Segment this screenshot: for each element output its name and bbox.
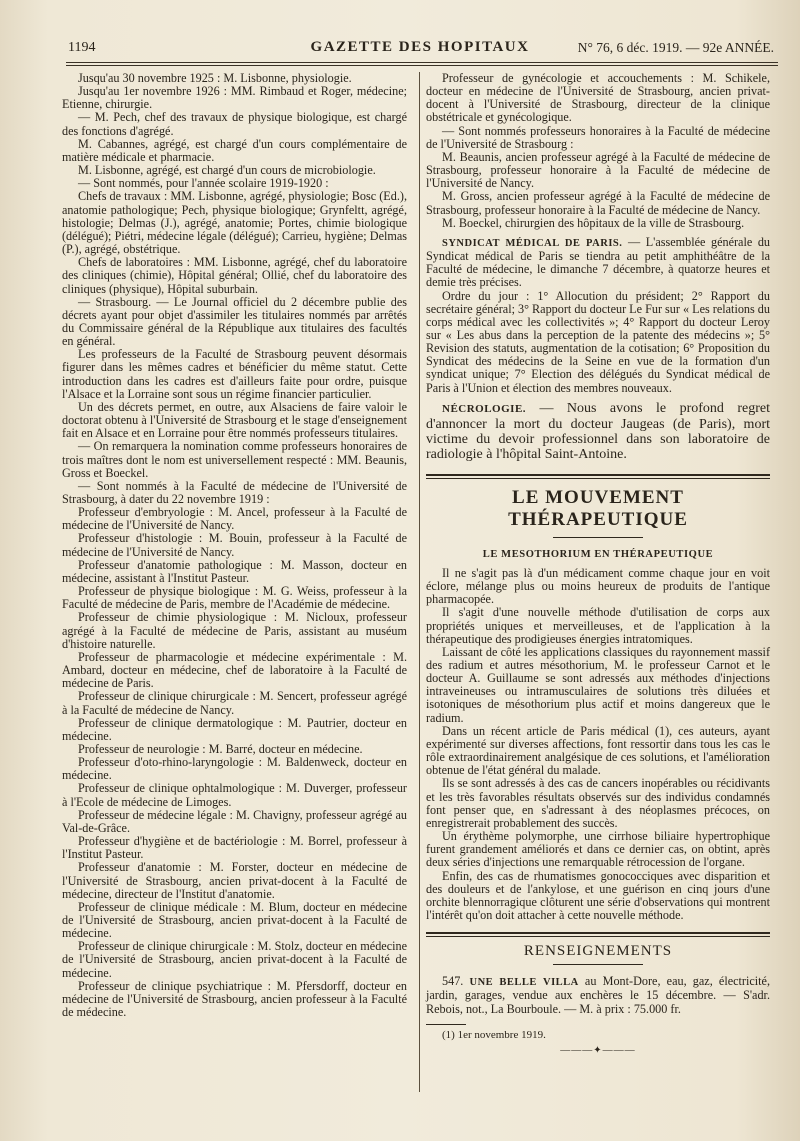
section-rule-top-thin [426, 478, 770, 479]
paragraph: — Sont nommés professeurs honoraires à la Faculté de médecine de l'Université de Strasbourg : [426, 123, 770, 151]
paragraph: Professeur de clinique ophtalmologique : M. Duverger, professeur à l'Ecole de médecine de Limoges. [62, 781, 407, 809]
paragraph: Un des décrets permet, en outre, aux Alsaciens de faire valoir le doctorat obtenu à l'Université de Strasbourg et le stage d'enseignement fait en Alsace et en Lorraine pour être nommés professeurs titulaires. [62, 399, 407, 441]
therapy-paragraph: Laissant de côté les applications classiques du rayonnement massif des radium et autres mésothorium, M. le professeur Carnot et le docteur A. Guillaume se sont adressés aux méthodes d'injections intraveineuses ou intramusculaires de solutions très diluées et isotoniques de mésothorium plus actif et moins dangereux que le radium. [426, 644, 770, 725]
therapy-paragraph: Dans un récent article de Paris médical (1), ces auteurs, ayant expérimenté sur diverses affections, font ressortir dans tous les cas le rôle extraordinairement analgésique de ces solutions, et l'amélioration obtenue de l'état général du malade. [426, 723, 770, 778]
paragraph: M. Boeckel, chirurgien des hôpitaux de la ville de Strasbourg. [442, 215, 745, 230]
syndicat-lead: SYNDICAT MÉDICAL DE PARIS. [442, 237, 623, 249]
ad-paragraph [426, 975, 770, 1015]
end-ornament: ———✦——— [560, 1044, 636, 1056]
therapy-paragraph: Un érythème polymorphe, une cirrhose biliaire hypertrophique furent grandement améliorés et dans ce dernier cas, on obtint, après deux séries d'injections une remarquable rétrocession de l'organe. [426, 829, 770, 870]
paragraph: Chefs de travaux : MM. Lisbonne, agrégé, physiologie; Bosc (Ed.), anatomie pathologique; Pech, physique biologique; Grynfeltt, agrégé, histologie; Delmas (J.), agrégé, anatomie; Portes, chimie biologique (délégué); Piétri, médecine légale (délégué); Carrieu, hygiène; Delmas (P.), agrégé, obstétrique. [62, 189, 407, 257]
footnote: (1) 1er novembre 1919. [442, 1028, 546, 1041]
renseignements-short-rule [553, 964, 643, 965]
paragraph: Professeur d'embryologie : M. Ancel, professeur à la Faculté de médecine de l'Université de Nancy. [62, 505, 407, 533]
paragraph: Jusqu'au 30 novembre 1925 : M. Lisbonne, physiologie. [78, 71, 352, 85]
paragraph: Professeur d'oto-rhino-laryngologie : M. Baldenweck, docteur en médecine. [62, 755, 407, 783]
ad-number: 547. [442, 974, 464, 989]
paragraph: Professeur de pharmacologie et médecine expérimentale : M. Ambard, docteur en médecine, chef de laboratoire à la Faculté de médecine de Paris. [62, 649, 407, 691]
paragraph: M. Cabannes, agrégé, est chargé d'un cours complémentaire de matière médicale et pharmacie. [62, 136, 407, 164]
syndicat-paragraph [426, 236, 770, 290]
paragraph: Professeur de gynécologie et accouchements : M. Schikele, docteur en médecine de l'Université de Strasbourg, ancien privat-docent à l'Université de Strasbourg, directeur de la clinique obstétricale et gynécologique. [426, 71, 770, 125]
therapy-paragraph: Ils se sont adressés à des cas de cancers inopérables ou récidivants et les très favorables résultats observés sur des individus condamnés font penser que, en s'adressant à des néoplasmes précoces, on enregistrerait probablement des succès. [426, 776, 770, 830]
page-header [60, 38, 780, 60]
paragraph: Jusqu'au 1er novembre 1926 : MM. Rimbaud et Roger, médecine; Etienne, chirurgie. [62, 84, 407, 112]
paragraph: Professeur de clinique chirurgicale : M. Stolz, docteur en médecine de l'Université de Strasbourg, ancien privat-docent à la Faculté de médecine. [62, 939, 407, 980]
right-column [426, 72, 770, 1057]
section-subtitle: LE MESOTHORIUM EN THÉRAPEUTIQUE [482, 548, 714, 560]
paragraph: Chefs de laboratoires : MM. Lisbonne, agrégé, chef du laboratoire des cliniques (chimie), Hôpital général; Ollié, chef du laboratoire des cliniques (physique), Hôpital suburbain. [62, 255, 407, 296]
paragraph: Professeur d'anatomie : M. Forster, docteur en médecine de l'Université de Strasbourg, ancien privat-docent à la Faculté de médecine, directeur de l'Institut d'anatomie. [62, 860, 407, 901]
column-divider [419, 72, 420, 1092]
paragraph: Professeur de physique biologique : M. G. Weiss, professeur à la Faculté de médecine de Paris, membre de l'Académie de médecine. [62, 584, 407, 612]
footnote-rule [426, 1024, 466, 1025]
therapy-paragraph: Il s'agit d'une nouvelle méthode d'utilisation de corps aux propriétés uniques et merveilleuses, et de l'application à la thérapeutique des prodigieuses énergies intratomiques. [426, 605, 770, 646]
paragraph: Professeur de neurologie : M. Barré, docteur en médecine. [78, 741, 363, 756]
paragraph: M. Beaunis, ancien professeur agrégé à la Faculté de médecine de Strasbourg, professeur honoraire à la Faculté de médecine de l'Université de Nancy. [426, 149, 770, 191]
paragraph: Professeur de médecine légale : M. Chavigny, professeur agrégé au Val-de-Grâce. [62, 807, 407, 835]
paragraph: Professeur d'hygiène et de bactériologie : M. Borrel, professeur à l'Institut Pasteur. [62, 834, 407, 862]
necrologie-text: — Nous avons le profond regret d'annoncer la mort du docteur Jaugeas (de Paris), mort victime du devoir professionnel dans son laboratoire de radiologie à l'hôpital Saint-Antoine. [426, 400, 770, 462]
paragraph: Professeur d'histologie : M. Bouin, professeur à la Faculté de médecine de l'Université de Nancy. [62, 531, 407, 559]
ordre-du-jour: Ordre du jour : 1° Allocution du président; 2° Rapport du secrétaire général; 3° Rapport du docteur Le Fur sur « Les relations du corps médical avec les collectivités »; 4° Rapport du docteur Leroy sur « Les abus dans la perception de la patente des médecins »; 5° Revision des statuts, augmentation de la cotisation; 6° Proposition du Syndicat des médecins de la Seine en vue de la formation d'un syndicat unique; 7° Election des délégués du Syndicat médical de Paris à l'Union et élection des membres nouveaux. [426, 288, 770, 395]
paragraph: — On remarquera la nomination comme professeurs honoraires de trois maîtres dont le nom est universellement respecté : MM. Beaunis, Gross et Boeckel. [62, 439, 407, 480]
issue-info: N° 76, 6 déc. 1919. — 92e ANNÉE. [577, 40, 774, 55]
syndicat-text: — L'assemblée générale du Syndicat médical de Paris se tiendra au petit amphithéâtre de la Faculté de médecine, le dimanche 7 décembre, à quatorze heures et demie très précises. [426, 234, 771, 290]
paragraph: Professeur de clinique chirurgicale : M. Sencert, professeur agrégé à la Faculté de médecine de Nancy. [62, 689, 407, 717]
section-rule-top [426, 474, 770, 476]
left-column [62, 72, 407, 1019]
renseignements-title: RENSEIGNEMENTS [523, 943, 673, 960]
paragraph: Les professeurs de la Faculté de Strasbourg peuvent désormais figurer dans les mêmes cadres et bénéficier du même statut. Cette introduction dans les cadres est d'ailleurs faite pour ordre, puisque l'Alsace et la Lorraine sont sous un régime financier particulier. [62, 347, 407, 401]
paragraph: Professeur de chimie physiologique : M. Nicloux, professeur agrégé à la Faculté de médecine de Paris, assistant au muséum d'histoire naturelle. [62, 610, 407, 651]
paragraph: Professeur d'anatomie pathologique : M. Masson, docteur en médecine, assistant à l'Institut Pasteur. [62, 557, 407, 585]
header-rule [66, 62, 778, 66]
therapy-paragraph: Enfin, des cas de rhumatismes gonococciques avec disparition et des douleurs et de l'ankylose, et une guérison en cinq jours d'une orchite blennorragique clôturent une série d'observations qui montrent l'intérêt qu'on doit attacher à cette nouvelle méthode. [426, 868, 770, 922]
renseignements-rule [426, 932, 770, 934]
paragraph: M. Gross, ancien professeur agrégé à la Faculté de médecine de Strasbourg, professeur honoraire à la Faculté de médecine de Nancy. [426, 189, 770, 217]
section-short-rule [553, 537, 643, 538]
ad-lead: UNE BELLE VILLA [469, 977, 579, 989]
paragraph: — Sont nommés à la Faculté de médecine de l'Université de Strasbourg, à dater du 22 novembre 1919 : [62, 478, 407, 506]
page-number: 1194 [68, 40, 96, 55]
necrologie-lead: NÉCROLOGIE. [442, 402, 527, 415]
paragraph: M. Lisbonne, agrégé, est chargé d'un cours de microbiologie. [78, 163, 376, 178]
renseignements-rule-thin [426, 936, 770, 937]
paragraph: Professeur de clinique médicale : M. Blum, docteur en médecine de l'Université de Strasbourg, ancien privat-docent à la Faculté de médecine. [62, 899, 407, 941]
necrologie-paragraph [426, 401, 770, 462]
paragraph: — Strasbourg. — Le Journal officiel du 2 décembre publie des décrets ayant pour objet d'assimiler les titulaires nommés par arrêtés du Commissaire général de la République aux titulaires des facultés en général. [62, 294, 407, 349]
ad-text: au Mont-Dore, eau, gaz, électricité, jardin, garages, vendue aux enchères le 15 décembre. — S'adr. Rebois, not., La Bourboule. — M. à prix : 75.000 fr. [426, 974, 770, 1016]
therapy-paragraph: Il ne s'agit pas là d'un médicament comme chaque jour en voit éclore, mélange plus ou moins heureux de produits de l'antique pharmacopée. [426, 565, 770, 607]
journal-title: GAZETTE DES HOPITAUX [310, 39, 530, 55]
paragraph: — M. Pech, chef des travaux de physique biologique, est chargé des fonctions d'agrégé. [62, 110, 407, 138]
paragraph: — Sont nommés, pour l'année scolaire 1919-1920 : [78, 176, 329, 191]
paragraph: Professeur de clinique psychiatrique : M. Pfersdorff, docteur en médecine de l'Université de Strasbourg, ancien professeur à la Faculté de médecine. [62, 978, 407, 1020]
section-title: LE MOUVEMENT THÉRAPEUTIQUE [508, 486, 688, 530]
paragraph: Professeur de clinique dermatologique : M. Pautrier, docteur en médecine. [62, 715, 407, 743]
